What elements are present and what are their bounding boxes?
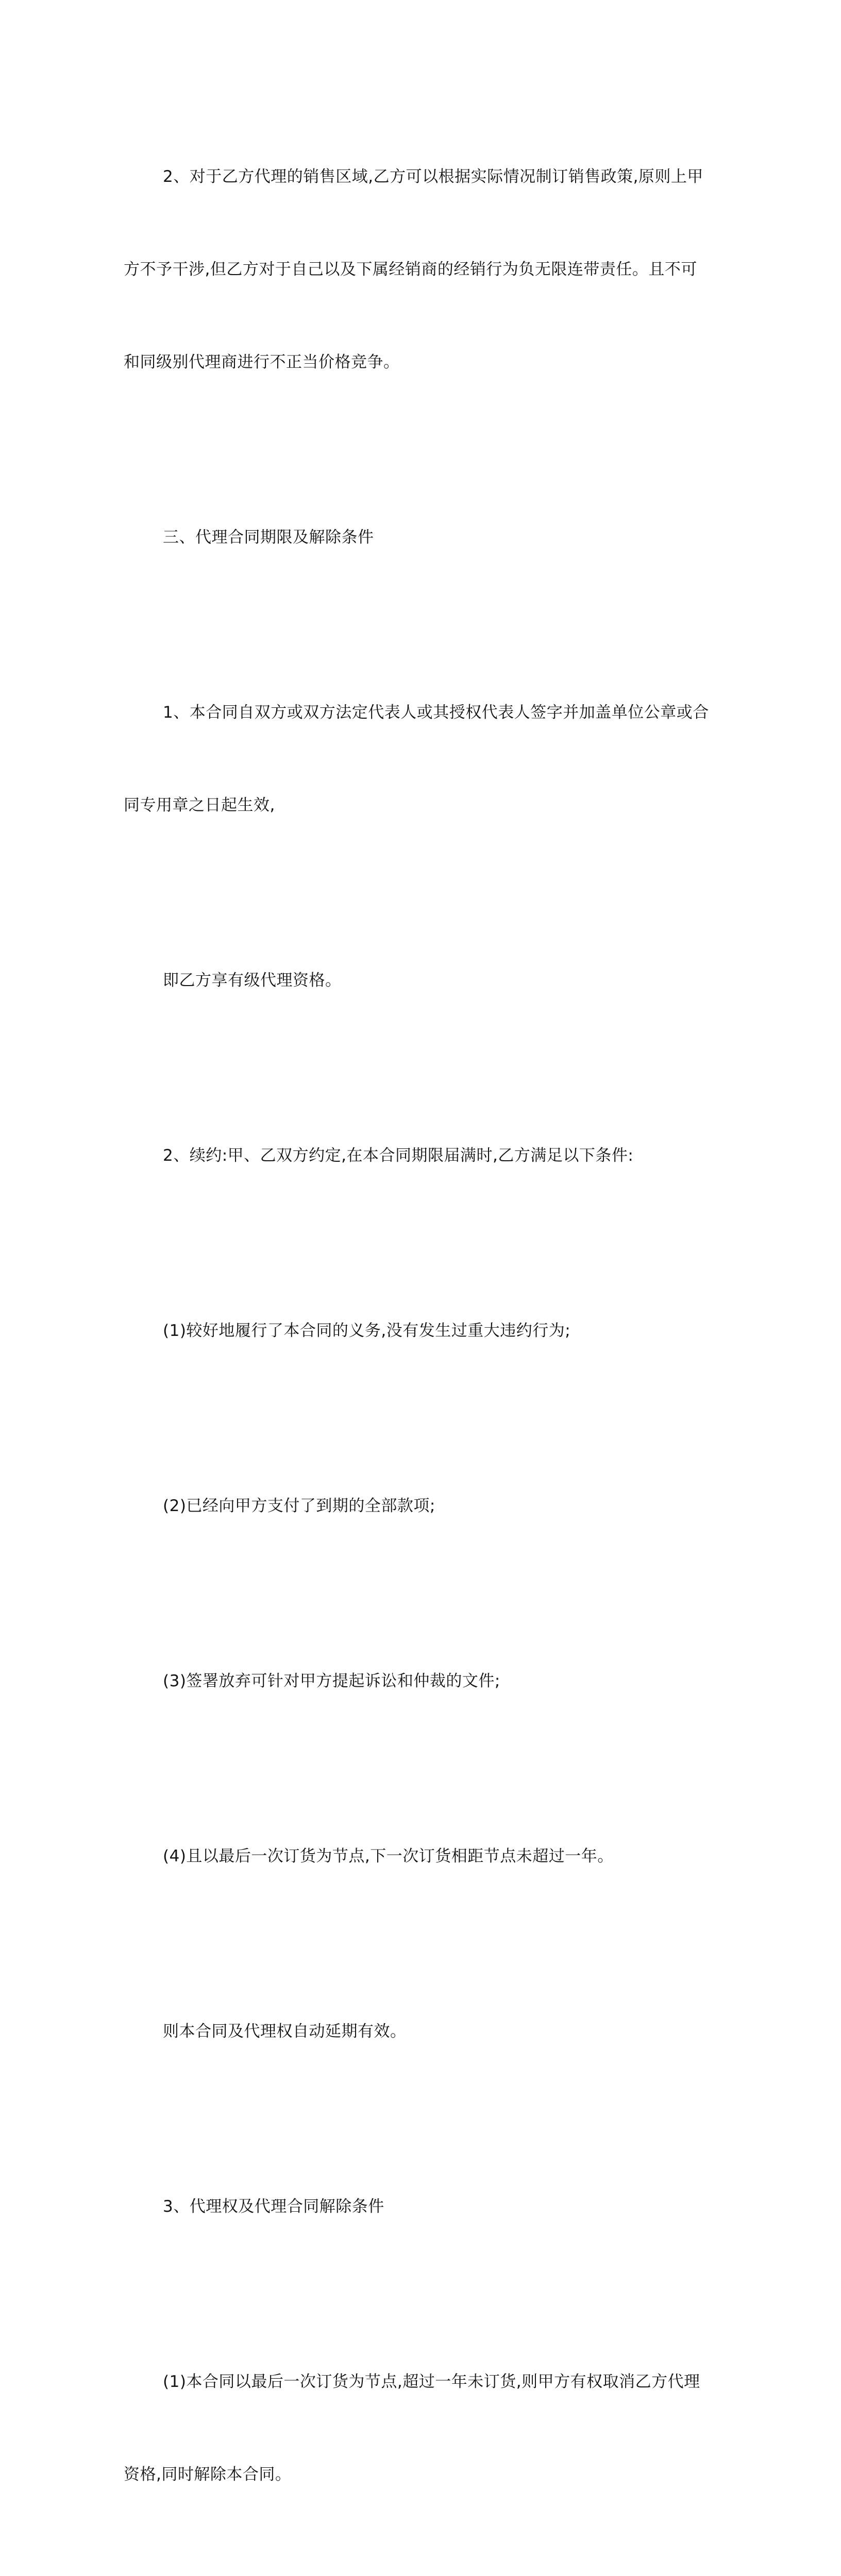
text-line: (1)较好地履行了本合同的义务,没有发生过重大违约行为; — [163, 1321, 571, 1340]
text-line: (4)且以最后一次订货为节点,下一次订货相距节点未超过一年。 — [163, 1847, 614, 1866]
text-line: 2、续约:甲、乙双方约定,在本合同期限届满时,乙方满足以下条件: — [163, 1146, 634, 1165]
paragraph-clause-2-sales-policy — [124, 99, 711, 439]
document-page — [124, 99, 711, 2576]
text-line: 1、本合同自双方或双方法定代表人或其授权代表人签字并加盖单位公章或合 — [163, 703, 709, 722]
text-line: 和同级别代理商进行不正当价格竞争。 — [124, 353, 400, 371]
paragraph-agent-qualification — [124, 903, 711, 1058]
paragraph-clause-2-renewal — [124, 1078, 711, 1233]
text-line: 则本合同及代理权自动延期有效。 — [163, 2022, 407, 2041]
paragraph-condition-4 — [124, 1779, 711, 1934]
paragraph-termination-2 — [124, 2572, 711, 2576]
text-line: 资格,同时解除本合同。 — [124, 2465, 292, 2484]
text-line: 三、代理合同期限及解除条件 — [163, 528, 374, 547]
paragraph-auto-extension — [124, 1954, 711, 2109]
paragraph-clause-1-effective-date — [124, 635, 711, 883]
text-line: 即乙方享有级代理资格。 — [163, 971, 342, 990]
text-line: 2、对于乙方代理的销售区域,乙方可以根据实际情况制订销售政策,原则上甲 — [163, 167, 703, 186]
section-heading-term-and-termination — [124, 460, 711, 615]
text-line: 方不予干涉,但乙方对于自己以及下属经销商的经销行为负无限连带责任。且不可 — [124, 260, 697, 279]
paragraph-clause-3-termination-conditions — [124, 2129, 711, 2284]
paragraph-condition-3 — [124, 1604, 711, 1758]
paragraph-condition-2 — [124, 1429, 711, 1583]
text-line: 同专用章之日起生效, — [124, 796, 275, 815]
text-line: 3、代理权及代理合同解除条件 — [163, 2197, 384, 2216]
paragraph-condition-1 — [124, 1253, 711, 1408]
text-line: (1)本合同以最后一次订货为节点,超过一年未订货,则甲方有权取消乙方代理 — [163, 2372, 700, 2391]
paragraph-termination-1 — [124, 2304, 711, 2552]
text-line: (2)已经向甲方支付了到期的全部款项; — [163, 1497, 435, 1515]
text-line: (3)签署放弃可针对甲方提起诉讼和仲裁的文件; — [163, 1672, 500, 1690]
